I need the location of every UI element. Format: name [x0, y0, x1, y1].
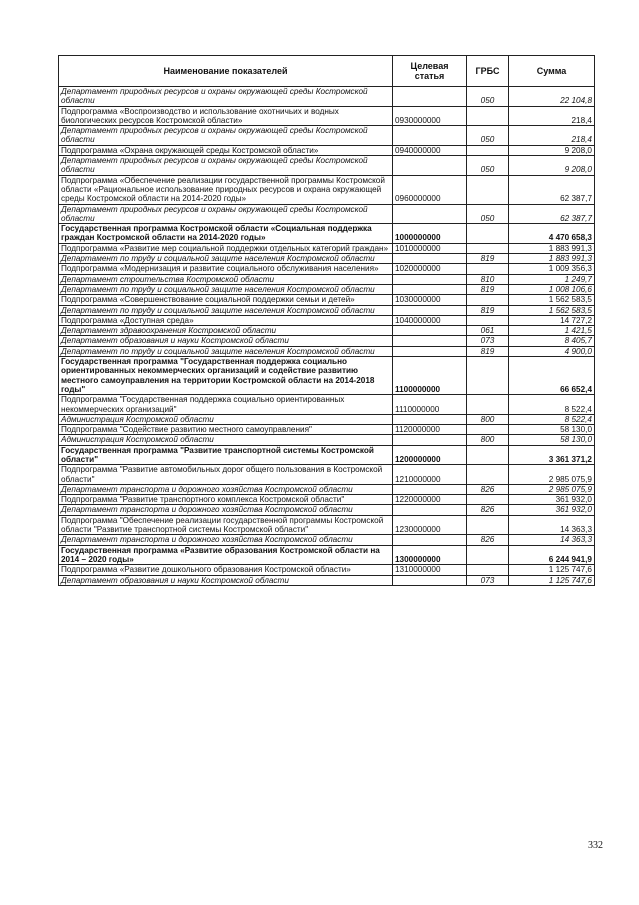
table-row — [59, 425, 595, 435]
cell-grbs — [467, 425, 509, 435]
table-header — [59, 56, 595, 87]
cell-sum: 22 104,8 — [509, 87, 595, 107]
table-row — [59, 295, 595, 305]
cell-code — [393, 414, 467, 424]
table-row — [59, 243, 595, 253]
cell-name: Департамент по труду и социальной защите населения Костромской области — [59, 305, 393, 315]
cell-name: Департамент природных ресурсов и охраны окружающей среды Костромской области — [59, 87, 393, 107]
cell-name: Департамент транспорта и дорожного хозяйства Костромской области — [59, 505, 393, 515]
cell-code: 1220000000 — [393, 495, 467, 505]
table-row — [59, 495, 595, 505]
cell-sum: 66 652,4 — [509, 357, 595, 395]
cell-name: Подпрограмма «Совершенствование социальной поддержки семьи и детей» — [59, 295, 393, 305]
cell-grbs: 061 — [467, 326, 509, 336]
cell-name: Департамент строительства Костромской области — [59, 274, 393, 284]
cell-name: Подпрограмма «Развитие дошкольного образования Костромской области» — [59, 565, 393, 575]
cell-sum: 8 405,7 — [509, 336, 595, 346]
table-row — [59, 315, 595, 325]
cell-grbs: 050 — [467, 204, 509, 224]
table-row — [59, 575, 595, 585]
cell-code: 0960000000 — [393, 175, 467, 204]
table-row — [59, 326, 595, 336]
table-row — [59, 336, 595, 346]
cell-sum: 14 363,3 — [509, 535, 595, 545]
cell-sum: 62 387,7 — [509, 175, 595, 204]
cell-code — [393, 326, 467, 336]
cell-code: 0930000000 — [393, 106, 467, 126]
cell-sum: 62 387,7 — [509, 204, 595, 224]
cell-code: 1310000000 — [393, 565, 467, 575]
cell-code: 1120000000 — [393, 425, 467, 435]
cell-sum: 6 244 941,9 — [509, 545, 595, 565]
cell-name: Подпрограмма "Государственная поддержка социально ориентированных некоммерческих организаций" — [59, 395, 393, 415]
table-row — [59, 254, 595, 264]
table-row — [59, 87, 595, 107]
cell-code — [393, 484, 467, 494]
cell-sum: 9 208,0 — [509, 145, 595, 155]
cell-name: Подпрограмма «Обеспечение реализации государственной программы Костромской области «Рациональное использование природных ресурсов и охрана окружающей среды Костромской области на 2014-2020 годы» — [59, 175, 393, 204]
cell-code: 1020000000 — [393, 264, 467, 274]
cell-grbs: 050 — [467, 87, 509, 107]
cell-grbs — [467, 175, 509, 204]
header-code: Целевая статья — [393, 56, 467, 87]
cell-grbs: 810 — [467, 274, 509, 284]
table-row — [59, 126, 595, 146]
table-row — [59, 465, 595, 485]
table-row — [59, 175, 595, 204]
cell-grbs: 800 — [467, 414, 509, 424]
cell-name: Департамент по труду и социальной защите населения Костромской области — [59, 346, 393, 356]
cell-name: Департамент природных ресурсов и охраны окружающей среды Костромской области — [59, 156, 393, 176]
cell-grbs: 826 — [467, 505, 509, 515]
table-row — [59, 204, 595, 224]
cell-grbs: 819 — [467, 346, 509, 356]
cell-sum: 1 883 991,3 — [509, 254, 595, 264]
cell-grbs — [467, 565, 509, 575]
cell-code — [393, 346, 467, 356]
table-row — [59, 264, 595, 274]
cell-grbs: 826 — [467, 535, 509, 545]
cell-sum: 1 562 583,5 — [509, 305, 595, 315]
cell-sum: 218,4 — [509, 106, 595, 126]
table-row — [59, 224, 595, 244]
cell-name: Администрация Костромской области — [59, 414, 393, 424]
header-sum: Сумма — [509, 56, 595, 87]
cell-name: Департамент по труду и социальной защите населения Костромской области — [59, 254, 393, 264]
cell-code — [393, 305, 467, 315]
table-row — [59, 535, 595, 545]
table-row — [59, 156, 595, 176]
cell-name: Департамент транспорта и дорожного хозяйства Костромской области — [59, 484, 393, 494]
table-row — [59, 435, 595, 445]
cell-code: 1040000000 — [393, 315, 467, 325]
cell-code: 1300000000 — [393, 545, 467, 565]
cell-sum: 4 900,0 — [509, 346, 595, 356]
cell-code — [393, 505, 467, 515]
cell-name: Подпрограмма "Обеспечение реализации государственной программы Костромской области "Развитие транспортной системы Костромской области" — [59, 515, 393, 535]
table-row — [59, 106, 595, 126]
cell-code: 1210000000 — [393, 465, 467, 485]
cell-code: 1000000000 — [393, 224, 467, 244]
cell-sum: 58 130,0 — [509, 425, 595, 435]
cell-name: Департамент по труду и социальной защите населения Костромской области — [59, 284, 393, 294]
cell-name: Подпрограмма «Воспроизводство и использование охотничьих и водных биологических ресурсов Костромской области» — [59, 106, 393, 126]
cell-sum: 361 932,0 — [509, 495, 595, 505]
cell-sum: 1 125 747,6 — [509, 575, 595, 585]
cell-name: Администрация Костромской области — [59, 435, 393, 445]
table-row — [59, 545, 595, 565]
cell-code: 0940000000 — [393, 145, 467, 155]
cell-name: Подпрограмма «Развитие мер социальной поддержки отдельных категорий граждан» — [59, 243, 393, 253]
cell-grbs: 050 — [467, 156, 509, 176]
cell-name: Государственная программа Костромской области «Социальная поддержка граждан Костромской области на 2014-2020 годы» — [59, 224, 393, 244]
cell-sum: 1 008 106,6 — [509, 284, 595, 294]
cell-sum: 1 421,5 — [509, 326, 595, 336]
cell-sum: 58 130,0 — [509, 435, 595, 445]
cell-name: Государственная программа "Развитие транспортной системы Костромской области" — [59, 445, 393, 465]
cell-grbs — [467, 106, 509, 126]
cell-name: Подпрограмма «Охрана окружающей среды Костромской области» — [59, 145, 393, 155]
table-row — [59, 505, 595, 515]
cell-grbs: 050 — [467, 126, 509, 146]
cell-name: Департамент транспорта и дорожного хозяйства Костромской области — [59, 535, 393, 545]
cell-grbs — [467, 295, 509, 305]
cell-sum: 1 009 356,3 — [509, 264, 595, 274]
cell-sum: 8 522,4 — [509, 395, 595, 415]
cell-sum: 1 883 991,3 — [509, 243, 595, 253]
cell-sum: 2 985 075,9 — [509, 465, 595, 485]
table-row — [59, 284, 595, 294]
cell-name: Департамент здравоохранения Костромской области — [59, 326, 393, 336]
cell-code — [393, 274, 467, 284]
cell-sum: 218,4 — [509, 126, 595, 146]
cell-grbs — [467, 545, 509, 565]
cell-code — [393, 435, 467, 445]
cell-name: Департамент природных ресурсов и охраны окружающей среды Костромской области — [59, 204, 393, 224]
cell-code: 1110000000 — [393, 395, 467, 415]
cell-grbs — [467, 264, 509, 274]
table-row — [59, 145, 595, 155]
header-name: Наименование показателей — [59, 56, 393, 87]
cell-name: Подпрограмма «Доступная среда» — [59, 315, 393, 325]
cell-code — [393, 204, 467, 224]
cell-code — [393, 336, 467, 346]
cell-code: 1100000000 — [393, 357, 467, 395]
cell-sum: 1 249,7 — [509, 274, 595, 284]
cell-sum: 14 727,2 — [509, 315, 595, 325]
cell-code: 1010000000 — [393, 243, 467, 253]
cell-grbs: 819 — [467, 254, 509, 264]
cell-code — [393, 156, 467, 176]
table-body — [59, 87, 595, 586]
cell-code: 1230000000 — [393, 515, 467, 535]
cell-name: Департамент образования и науки Костромской области — [59, 575, 393, 585]
cell-grbs: 073 — [467, 336, 509, 346]
cell-name: Подпрограмма "Содействие развитию местного самоуправления" — [59, 425, 393, 435]
table-row — [59, 305, 595, 315]
cell-name: Департамент природных ресурсов и охраны окружающей среды Костромской области — [59, 126, 393, 146]
cell-grbs: 819 — [467, 305, 509, 315]
cell-name: Департамент образования и науки Костромской области — [59, 336, 393, 346]
cell-sum: 4 470 658,3 — [509, 224, 595, 244]
cell-code — [393, 87, 467, 107]
cell-name: Подпрограмма "Развитие автомобильных дорог общего пользования в Костромской области" — [59, 465, 393, 485]
cell-name: Государственная программа «Развитие образования Костромской области на 2014 – 2020 годы» — [59, 545, 393, 565]
table-row — [59, 414, 595, 424]
cell-sum: 361 932,0 — [509, 505, 595, 515]
cell-grbs — [467, 357, 509, 395]
page-number: 332 — [588, 840, 603, 851]
cell-grbs: 800 — [467, 435, 509, 445]
cell-grbs — [467, 445, 509, 465]
budget-table — [58, 55, 595, 586]
cell-grbs — [467, 395, 509, 415]
cell-code — [393, 254, 467, 264]
cell-code — [393, 126, 467, 146]
cell-sum: 3 361 371,2 — [509, 445, 595, 465]
cell-sum: 14 363,3 — [509, 515, 595, 535]
table-row — [59, 445, 595, 465]
header-grbs: ГРБС — [467, 56, 509, 87]
table-row — [59, 565, 595, 575]
cell-code — [393, 575, 467, 585]
table-row — [59, 395, 595, 415]
table-row — [59, 357, 595, 395]
cell-grbs — [467, 495, 509, 505]
cell-name: Государственная программа "Государственная поддержка социально ориентированных некоммерческих организаций и содействие развитию местного самоуправления на территории Костромской области на 2014-2018 годы" — [59, 357, 393, 395]
header-row — [59, 56, 595, 87]
cell-grbs: 826 — [467, 484, 509, 494]
table-row — [59, 484, 595, 494]
cell-sum: 2 985 075,9 — [509, 484, 595, 494]
cell-grbs: 819 — [467, 284, 509, 294]
cell-name: Подпрограмма "Развитие транспортного комплекса Костромской области" — [59, 495, 393, 505]
cell-grbs — [467, 465, 509, 485]
cell-code — [393, 535, 467, 545]
table-row — [59, 346, 595, 356]
cell-sum: 1 562 583,5 — [509, 295, 595, 305]
cell-grbs — [467, 224, 509, 244]
cell-sum: 9 208,0 — [509, 156, 595, 176]
cell-code — [393, 284, 467, 294]
cell-grbs — [467, 315, 509, 325]
cell-grbs — [467, 515, 509, 535]
cell-code: 1200000000 — [393, 445, 467, 465]
cell-sum: 8 522,4 — [509, 414, 595, 424]
table-row — [59, 274, 595, 284]
cell-grbs: 073 — [467, 575, 509, 585]
table-row — [59, 515, 595, 535]
cell-grbs — [467, 145, 509, 155]
cell-code: 1030000000 — [393, 295, 467, 305]
cell-name: Подпрограмма «Модернизация и развитие социального обслуживания населения» — [59, 264, 393, 274]
cell-sum: 1 125 747,6 — [509, 565, 595, 575]
cell-grbs — [467, 243, 509, 253]
